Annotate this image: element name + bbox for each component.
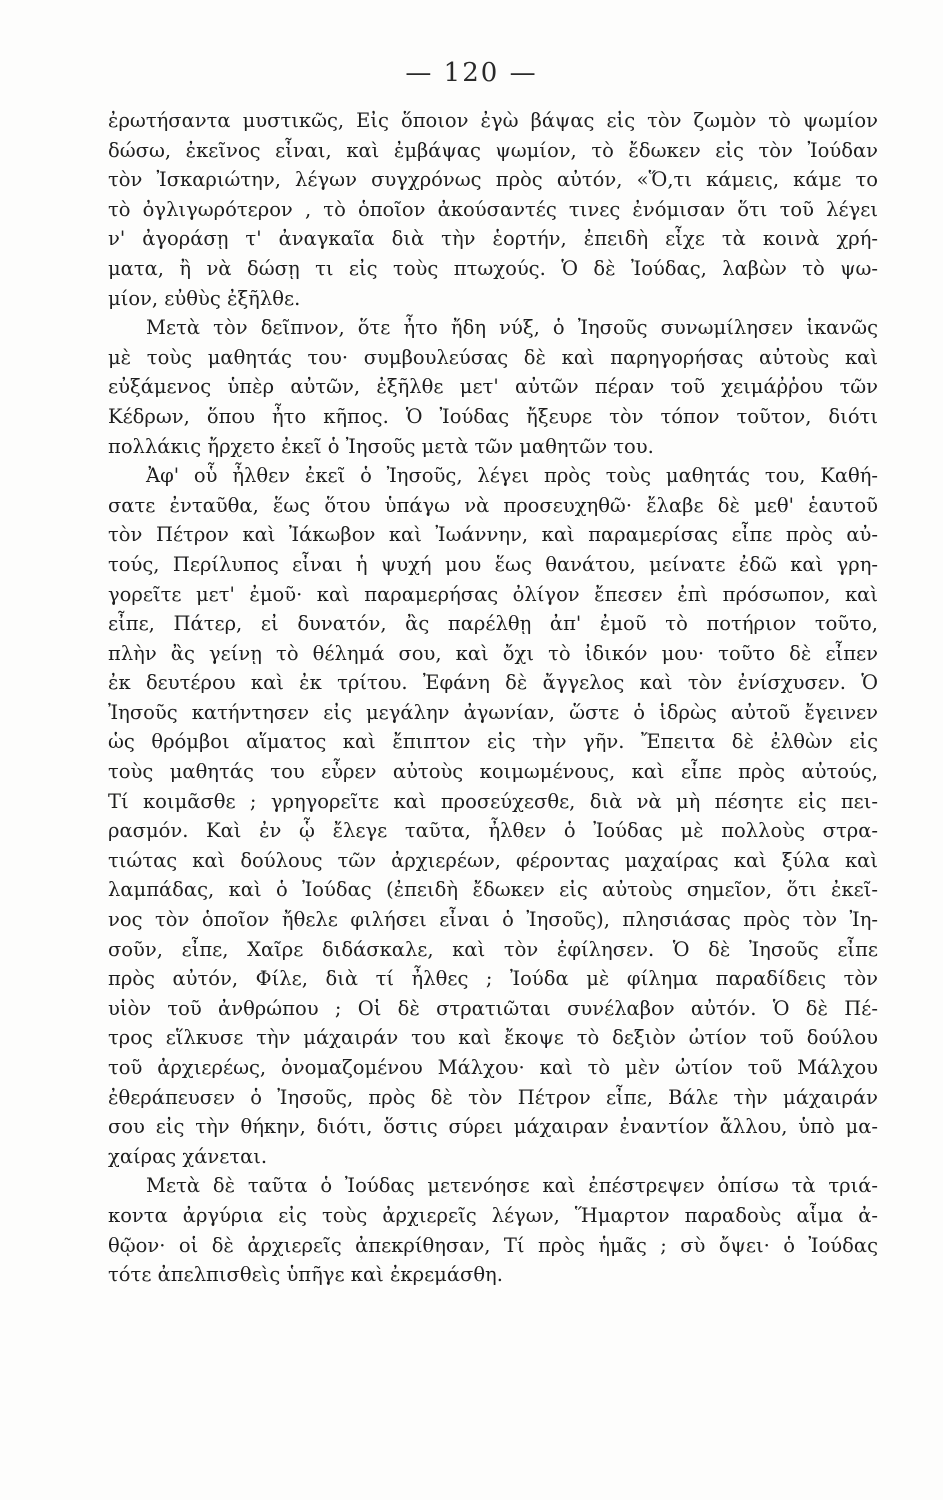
- text-line: τιώτας καὶ δούλους τῶν ἀρχιερέων, φέροντας μαχαίρας καὶ ξύλα καὶ: [108, 848, 878, 872]
- text-line: σατε ἐνταῦθα, ἕως ὅτου ὑπάγω νὰ προσευχηθῶ· ἔλαβε δὲ μεθ' ἑαυτοῦ: [108, 493, 878, 517]
- text-line: τοῦ ἀρχιερέως, ὀνομαζομένου Μάλχου· καὶ τὸ μὲν ὠτίον τοῦ Μάλχου: [108, 1056, 878, 1079]
- text-line: πολλάκις ἤρχετο ἐκεῖ ὁ Ἰησοῦς μετὰ τῶν μαθητῶν του.: [108, 434, 654, 458]
- text-line: τρος εἵλκυσε τὴν μάχαιράν του καὶ ἔκοψε τὸ δεξιὸν ὠτίον τοῦ δούλου: [108, 1026, 878, 1050]
- text-line: θῷον· οἱ δὲ ἀρχιερεῖς ἀπεκρίθησαν, Τί πρὸς ἡμᾶς ; σὺ ὄψει· ὁ Ἰούδας: [108, 1233, 878, 1257]
- text-line: ματα, ἢ νὰ δώσῃ τι εἰς τοὺς πτωχούς. Ὁ δὲ Ἰούδας, λαβὼν τὸ ψω-: [108, 256, 878, 280]
- text-line: ἐρωτήσαντα μυστικῶς, Εἰς ὅποιον ἐγὼ βάψας εἰς τὸν ζωμὸν τὸ ψωμίον: [108, 109, 878, 132]
- text-line: ρασμόν. Καὶ ἐν ᾧ ἔλεγε ταῦτα, ἦλθεν ὁ Ἰούδας μὲ πολλοὺς στρα-: [108, 819, 878, 843]
- text-line: πλὴν ἂς γείνῃ τὸ θέλημά σου, καὶ ὄχι τὸ ἰδικόν μου· τοῦτο δὲ εἶπεν: [108, 641, 878, 665]
- text-line: λαμπάδας, καὶ ὁ Ἰούδας (ἐπειδὴ ἔδωκεν εἰς αὐτοὺς σημεῖον, ὅτι ἐκεῖ-: [108, 878, 878, 902]
- text-line: ἐθεράπευσεν ὁ Ἰησοῦς, πρὸς δὲ τὸν Πέτρον εἶπε, Βάλε τὴν μάχαιράν: [108, 1085, 878, 1109]
- text-line: υἱὸν τοῦ ἀνθρώπου ; Οἱ δὲ στρατιῶται συνέλαβον αὐτόν. Ὁ δὲ Πέ-: [108, 996, 878, 1020]
- text-line: Ἰησοῦς κατήντησεν εἰς μεγάλην ἀγωνίαν, ὥστε ὁ ἱδρὼς αὐτοῦ ἔγεινεν: [108, 700, 878, 724]
- text-line: χαίρας χάνεται.: [108, 1144, 268, 1168]
- text-line: τούς, Περίλυπος εἶναι ἡ ψυχή μου ἕως θανάτου, μείνατε ἐδῶ καὶ γρη-: [108, 552, 878, 576]
- text-line: ν' ἀγοράσῃ τ' ἀναγκαῖα διὰ τὴν ἑορτήν, ἐπειδὴ εἶχε τὰ κοινὰ χρή-: [108, 227, 878, 251]
- page-number: — 120 —: [405, 58, 538, 88]
- text-line: τοὺς μαθητάς του εὗρεν αὐτοὺς κοιμωμένους, καὶ εἶπε πρὸς αὐτούς,: [108, 760, 878, 784]
- text-line: γορεῖτε μετ' ἐμοῦ· καὶ παραμερήσας ὀλίγον ἔπεσεν ἐπὶ πρόσωπον, καὶ: [108, 582, 878, 606]
- text-line: εὐξάμενος ὑπὲρ αὐτῶν, ἐξῆλθε μετ' αὐτῶν πέραν τοῦ χειμάῤῥου τῶν: [108, 375, 878, 399]
- text-line: κοντα ἀργύρια εἰς τοὺς ἀρχιερεῖς λέγων, Ἥμαρτον παραδοὺς αἷμα ἀ-: [108, 1203, 878, 1227]
- text-line: Μετὰ τὸν δεῖπνον, ὅτε ἦτο ἤδη νύξ, ὁ Ἰησοῦς συνωμίλησεν ἱκανῶς: [146, 316, 878, 340]
- text-line: τὸν Ἰσκαριώτην, λέγων συγχρόνως πρὸς αὐτόν, «Ὅ,τι κάμεις, κάμε το: [108, 168, 878, 192]
- text-line: πρὸς αὐτόν, Φίλε, διὰ τί ἦλθες ; Ἰούδα μὲ φίλημα παραδίδεις τὸν: [108, 967, 878, 991]
- text-line: ἐκ δευτέρου καὶ ἐκ τρίτου. Ἐφάνη δὲ ἄγγελος καὶ τὸν ἐνίσχυσεν. Ὁ: [108, 671, 878, 695]
- text-line: ὡς θρόμβοι αἵματος καὶ ἔπιπτον εἰς τὴν γῆν. Ἔπειτα δὲ ἐλθὼν εἰς: [108, 730, 878, 754]
- text-line: τὸν Πέτρον καὶ Ἰάκωβον καὶ Ἰωάννην, καὶ παραμερίσας εἶπε πρὸς αὐ-: [108, 523, 878, 547]
- text-line: νος τὸν ὁποῖον ἤθελε φιλήσει εἶναι ὁ Ἰησοῦς), πλησιάσας πρὸς τὸν Ἰη-: [108, 908, 878, 932]
- text-line: Κέδρων, ὅπου ἦτο κῆπος. Ὁ Ἰούδας ἤξευρε τὸν τόπον τοῦτον, διότι: [108, 404, 878, 428]
- text-line: Μετὰ δὲ ταῦτα ὁ Ἰούδας μετενόησε καὶ ἐπέστρεψεν ὀπίσω τὰ τριά-: [146, 1174, 878, 1198]
- text-line: μίον, εὐθὺς ἐξῆλθε.: [108, 286, 301, 310]
- body-text: [108, 106, 878, 1290]
- text-line: μὲ τοὺς μαθητάς του· συμβουλεύσας δὲ καὶ παρηγορήσας αὐτοὺς καὶ: [108, 345, 878, 369]
- text-line: σοῦν, εἶπε, Χαῖρε διδάσκαλε, καὶ τὸν ἐφίλησεν. Ὁ δὲ Ἰησοῦς εἶπε: [108, 937, 878, 961]
- text-line: εἶπε, Πάτερ, εἰ δυνατόν, ἂς παρέλθῃ ἀπ' ἐμοῦ τὸ ποτήριον τοῦτο,: [108, 612, 878, 636]
- text-line: τότε ἀπελπισθεὶς ὑπῆγε καὶ ἐκρεμάσθη.: [108, 1263, 503, 1287]
- text-line: σου εἰς τὴν θήκην, διότι, ὅστις σύρει μάχαιραν ἐναντίον ἄλλου, ὑπὸ μα-: [108, 1115, 878, 1139]
- text-line: Ἀφ' οὗ ἦλθεν ἐκεῖ ὁ Ἰησοῦς, λέγει πρὸς τοὺς μαθητάς του, Καθή-: [146, 464, 878, 488]
- text-line: δώσω, ἐκεῖνος εἶναι, καὶ ἐμβάψας ψωμίον, τὸ ἔδωκεν εἰς τὸν Ἰούδαν: [108, 138, 878, 162]
- text-line: Τί κοιμᾶσθε ; γρηγορεῖτε καὶ προσεύχεσθε, διὰ νὰ μὴ πέσητε εἰς πει-: [108, 789, 878, 813]
- text-line: τὸ ὀγλιγωρότερον , τὸ ὁποῖον ἀκούσαντές τινες ἐνόμισαν ὅτι τοῦ λέγει: [108, 197, 878, 221]
